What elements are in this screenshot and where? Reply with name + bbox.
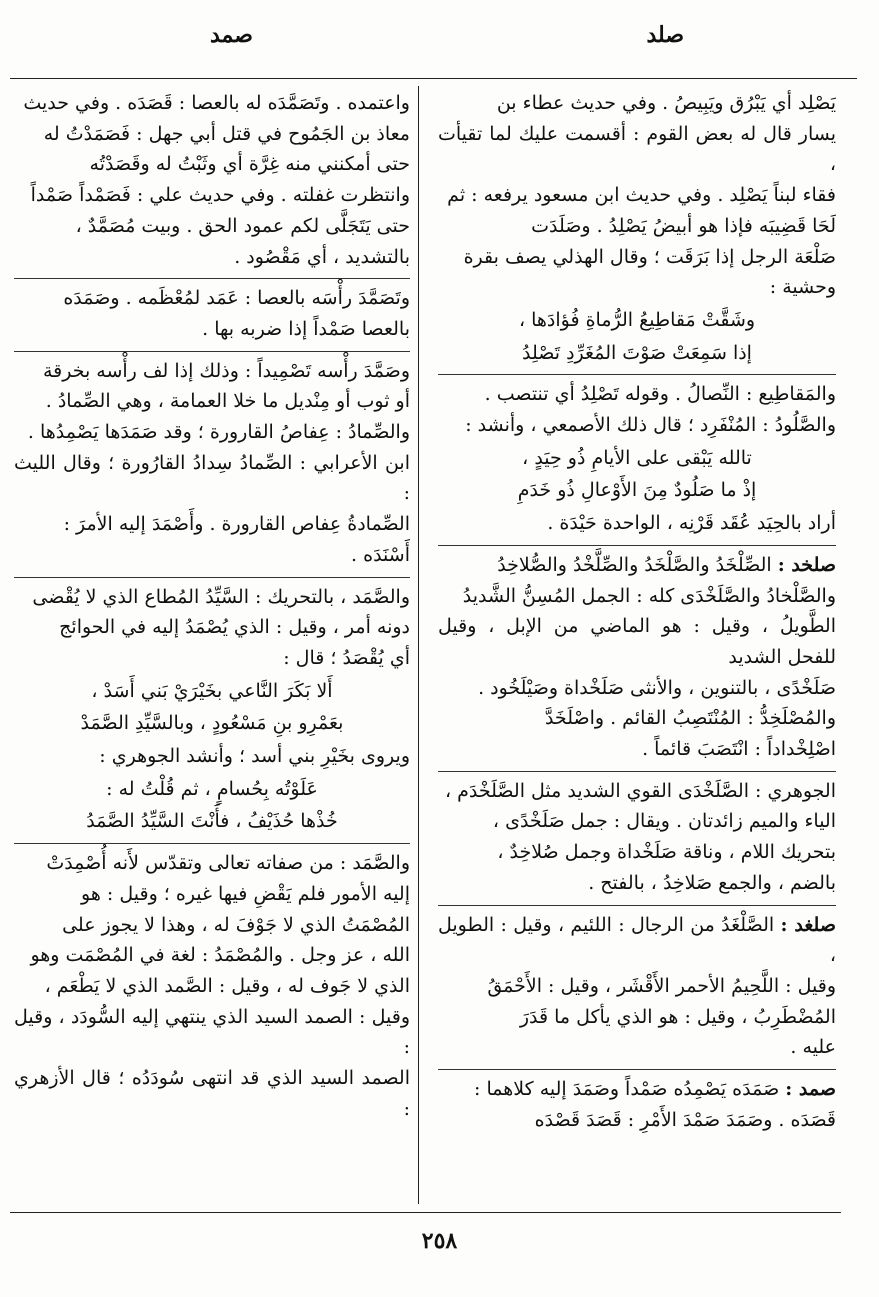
text-line: حتى يَتَجَلَّى لكم عمود الحق . وبيت مُصَمَّدٌ ، <box>75 214 410 237</box>
header-right-word: صلد <box>646 22 684 48</box>
poem-verse: خُذْها حُذَيْفُ ، فأَنْتَ السَّيِّدُ الصَّمَدُ <box>86 810 338 833</box>
section-divider <box>438 1069 836 1070</box>
left-column <box>14 88 410 1206</box>
text-line: ويروى بخَيْرِ بني أسد ؛ وأنشد الجوهري : <box>99 745 410 768</box>
poem-verse: بعَمْرِو بنِ مَسْعُودٍ ، وبالسَّيِّدِ الصَّمَدْ <box>80 712 344 735</box>
text-line: الصَّلْغَدُ من الرجال : اللئيم ، وقيل : الطويل ، <box>438 913 836 967</box>
text-line: فقاء لبناً يَصْلِد . وفي حديث ابن مسعود يرفعه : ثم <box>447 184 836 207</box>
poem-verse: إذا سَمِعَتْ صَوْتَ المُغَرِّدِ تَصْلِدُ <box>522 341 752 364</box>
text-line: الصِّلْخَدُ والصَّلْخَدُ والصِّلَّخْدُ والصُّلاخِدُ <box>497 553 772 576</box>
text-line: لَحَا قَضِيبَه فإذا هو أبيضُ يَصْلِدُ . وصَلَدَت <box>531 214 836 237</box>
poem-verse: عَلَوْتُه بِحُسامٍ ، ثم قُلْتُ له : <box>106 777 318 800</box>
text-line: الصِّمادةُ عِفاص القارورة . وأَصْمَدَ إليه الأمرَ : <box>63 513 410 536</box>
section-divider <box>14 577 410 578</box>
text-line: وقيل : اللَّحِيمُ الأحمر الأَقْشَر ، وقيل : الأَحْمَقُ <box>487 974 836 997</box>
text-line: والمَقاطِيع : النِّصالُ . وقوله تَصْلِدُ أي تنتصب . <box>484 383 836 406</box>
entry-headword: صلخد : <box>777 553 836 576</box>
text-line: يسار قال له بعض القوم : أقسمت عليك لما تقيأت ، <box>438 122 836 176</box>
text-line: صَلَخْدًى ، بالتنوين ، والأنثى صَلَخْداة وصَيْلَخُود . <box>478 676 836 699</box>
text-line: وتَصَمَّدَ رأْسَه بالعصا : عَمَد لمُعْظَمه . وصَمَدَه <box>63 287 410 310</box>
text-line: يَصْلِد أي يَبْرُق ويَبِيصُ . وفي حديث عطاء بن <box>496 92 836 114</box>
page-number: ٢٥٨ <box>421 1228 458 1254</box>
entry-line <box>438 910 836 971</box>
text-line: معاذ بن الجَمُوح في قتل أبي جهل : فَصَمَدْتُ له <box>43 122 410 145</box>
text-line: والصَّلْخادُ والصَّلَخْدَى كله : الجمل المُسِنُّ الشَّديدُ <box>462 584 836 607</box>
text-line: أي يُقْصَدُ ؛ قال : <box>283 646 410 669</box>
text-line: والصَّلُودُ : المُنْفَرِد ؛ قال ذلك الأصمعي ، وأنشد : <box>465 414 836 437</box>
text-line: الطَّويلُ ، وقيل : هو الماضي من الإبل ، وقيل للفحل الشديد <box>438 615 836 668</box>
text-line: والمُصْلَخِدُّ : المُنْتَصِبُ القائم . واصْلَخَدَّ <box>544 707 836 730</box>
text-line: بالعصا صَمْداً إذا ضربه بها . <box>202 317 410 340</box>
header-left-word: صمد <box>210 22 253 48</box>
text-line: حتى أمكنني منه غِرَّة أي وثَبْتُ له وقَصَدْتُه <box>89 153 410 176</box>
text-line: بتحريك اللام ، وناقة صَلَخْداة وجمل صُلاخِدٌ ، <box>497 841 836 864</box>
text-line: اصْلِخْداداً : انْتَصَبَ قائماً . <box>642 738 836 761</box>
text-line: قَصَدَه . وصَمَدَ صَمْدَ الأَمْرِ : قَصَدَ قَصْدَه <box>534 1108 836 1131</box>
text-line: والصَّمَد ، بالتحريك : السَّيِّدُ المُطاع الذي لا يُقْضى <box>32 585 410 608</box>
text-line: وقيل : الصمد السيد الذي ينتهي إليه السُّودَد ، وقيل : <box>14 1005 410 1059</box>
right-column <box>438 88 836 1206</box>
text-line: وانتظرت غفلته . وفي حديث علي : فَصَمْداً صَمْداً <box>30 184 410 207</box>
text-line: الذي لا جَوف له ، وقيل : الصَّمد الذي لا يَطْعَم ، <box>44 974 410 997</box>
text-line: صَمَدَه يَصْمِدُه صَمْداً وصَمَدَ إليه كلاهما : <box>474 1078 780 1101</box>
text-line: الياء والميم زائدتان . ويقال : جمل صَلَخْدًى ، <box>492 810 836 833</box>
text-line: والصِّمادُ : عِفاصُ القارورة ؛ وقد صَمَدَها يَصْمِدُها . <box>27 421 410 444</box>
entry-line <box>438 550 836 581</box>
section-divider <box>14 278 410 279</box>
text-line: الصمد السيد الذي قد انتهى سُودَدُه ؛ قال الأزهري : <box>14 1067 410 1120</box>
entry-headword: صمد : <box>785 1078 836 1101</box>
text-line: أَسْنَدَه . <box>351 543 410 566</box>
text-line: والصَّمَد : من صفاته تعالى وتقدّس لأَنه أُصْمِدَتْ <box>46 852 410 875</box>
section-divider <box>14 843 410 844</box>
section-divider <box>438 905 836 906</box>
text-line: أو ثوب أو مِنْديل ما خلا العمامة ، وهي الصِّمادُ . <box>45 390 410 413</box>
column-divider <box>418 86 419 1204</box>
section-divider <box>438 771 836 772</box>
poem-verse: وشَقَّتْ مَقاطِيعُ الرُّماةِ فُؤادَها ، <box>518 308 756 331</box>
bottom-rule <box>10 1212 841 1213</box>
text-line: المُضْطَرِبُ ، وقيل : هو الذي يأكل ما قَدَرَ <box>519 1005 836 1028</box>
text-line: واعتمده . وتَصَمَّدَه له بالعصا : قَصَدَه . وفي حديث <box>23 92 410 114</box>
poem-verse: أَلا بَكَرَ النَّاعي بخَيْرَيْ بَني أَسَدْ ، <box>91 679 333 702</box>
section-divider <box>438 374 836 375</box>
section-divider <box>438 545 836 546</box>
poem-verse: تالله يَبْقى على الأيامِ ذُو حِيَدٍ ، <box>522 446 752 469</box>
text-line: أراد بالحِيَد عُقَد قَرْنِه ، الواحدة حَيْدَة . <box>547 512 836 535</box>
text-line: بالتشديد ، أي مَقْصُود . <box>234 245 410 268</box>
section-divider <box>14 351 410 352</box>
text-line: ابن الأعرابي : الصِّمادُ سِدادُ القارُورة ؛ وقال الليث : <box>14 451 410 505</box>
text-line: الجوهري : الصَّلَخْدَى القوي الشديد مثل الصَّلَخْدَم ، <box>444 779 836 802</box>
text-line: بالضم ، والجمع صَلاخِدُ ، بالفتح . <box>588 871 836 894</box>
text-line: وحشية : <box>769 276 836 299</box>
text-line: عليه . <box>790 1036 836 1059</box>
text-line: المُصْمَتُ الذي لا جَوْفَ له ، وهذا لا يجوز على <box>62 913 410 936</box>
text-line: الله ، عز وجل . والمُصْمَدُ : لغة في المُصْمَت وهو <box>30 944 410 967</box>
poem-verse: إذْ ما صَلُودٌ مِنَ الأَوْعالِ ذُو خَدَمِ <box>517 479 757 502</box>
entry-line <box>438 1074 836 1105</box>
text-line: إليه الأمور فلم يَقْضِ فيها غيره ؛ وقيل : هو <box>81 882 410 905</box>
entry-headword: صلغد : <box>780 913 836 936</box>
text-line: دونه أمر ، وقيل : الذي يُصْمَدُ إليه في الحوائج <box>59 616 410 639</box>
top-rule <box>10 78 857 79</box>
text-line: وصَمَّدَ رأْسه تَصْمِيداً : وذلك إذا لف رأْسه بخرقة <box>42 359 410 382</box>
text-line: صَلْعَة الرجل إذا بَرَقَت ؛ وقال الهذلي يصف بقرة <box>463 245 836 268</box>
